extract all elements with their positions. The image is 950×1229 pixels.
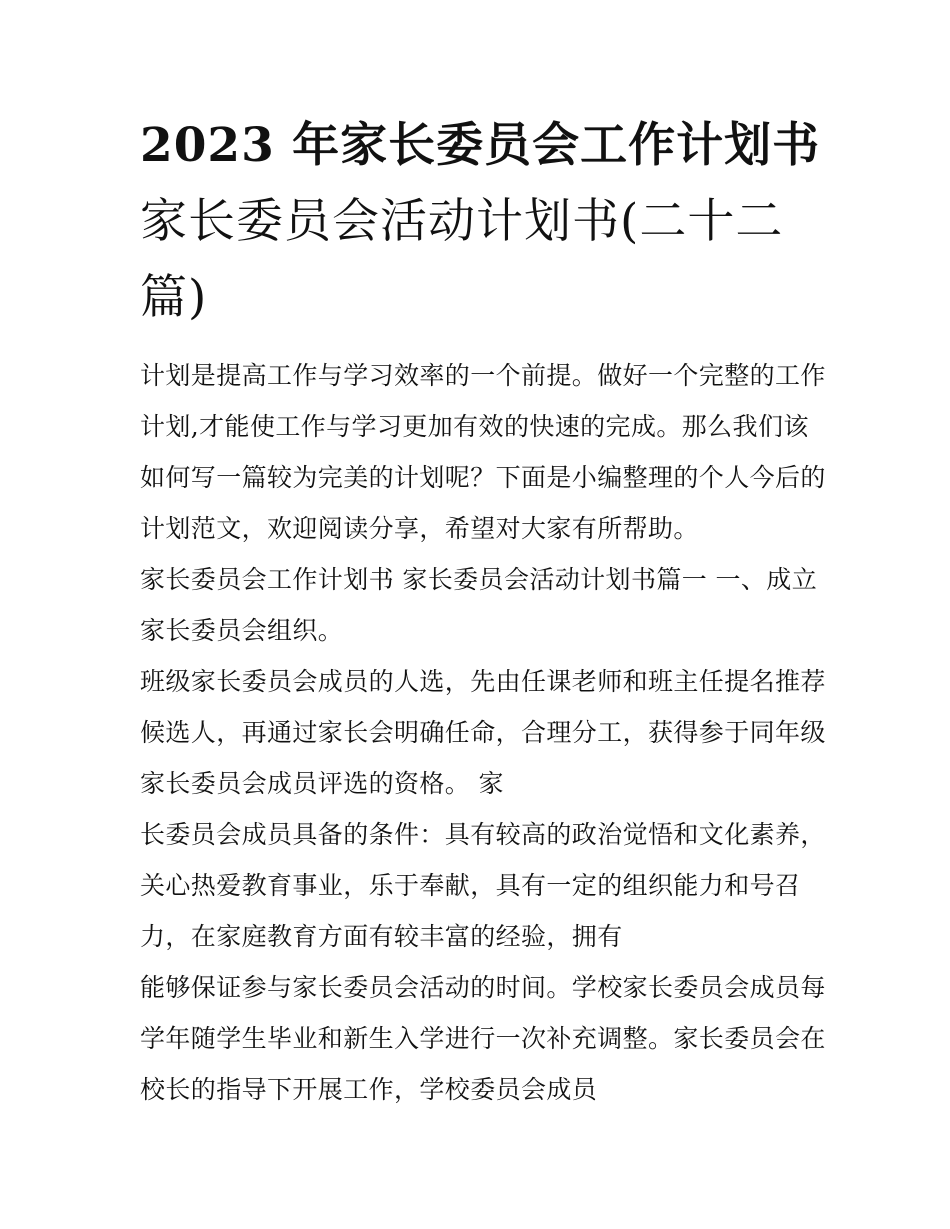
body-line: 学年随学生毕业和新生入学进行一次补充调整。家长委员会在 [140, 1024, 826, 1053]
body-line: 候选人，再通过家长会明确任命，合理分工，获得参于同年级 [140, 718, 826, 747]
title-line-3: 篇) [140, 270, 208, 325]
body-line: 家长委员会组织。 [140, 616, 344, 645]
body-line: 关心热爱教育事业，乐于奉献，具有一定的组织能力和号召 [140, 871, 801, 900]
document-page [140, 108, 826, 1115]
body-line: 能够保证参与家长委员会活动的时间。学校家长委员会成员每 [140, 973, 826, 1002]
body-line: 班级家长委员会成员的人选，先由任课老师和班主任提名推荐 [140, 667, 826, 696]
body-line: 长委员会成员具备的条件：具有较高的政治觉悟和文化素养， [140, 820, 826, 849]
title-line-2: 家长委员会活动计划书(二十二 [140, 194, 784, 249]
body-line: 计划是提高工作与学习效率的一个前提。做好一个完整的工作 [140, 361, 826, 390]
body-line: 计划,才能使工作与学习更加有效的快速的完成。那么我们该 [140, 412, 809, 441]
document-title [140, 108, 820, 336]
title-line-1: 2023 年家长委员会工作计划书 [140, 118, 821, 173]
body-line: 如何写一篇较为完美的计划呢？下面是小编整理的个人今后的 [140, 463, 826, 492]
body-line: 计划范文，欢迎阅读分享，希望对大家有所帮助。 [140, 514, 699, 543]
document-body [140, 350, 826, 1115]
body-line: 家长委员会成员评选的资格。 家 [140, 769, 504, 798]
body-line: 校长的指导下开展工作，学校委员会成员 [140, 1075, 598, 1104]
body-line: 力，在家庭教育方面有较丰富的经验，拥有 [140, 922, 623, 951]
body-line: 家长委员会工作计划书 家长委员会活动计划书篇一 一、成立 [140, 565, 818, 594]
